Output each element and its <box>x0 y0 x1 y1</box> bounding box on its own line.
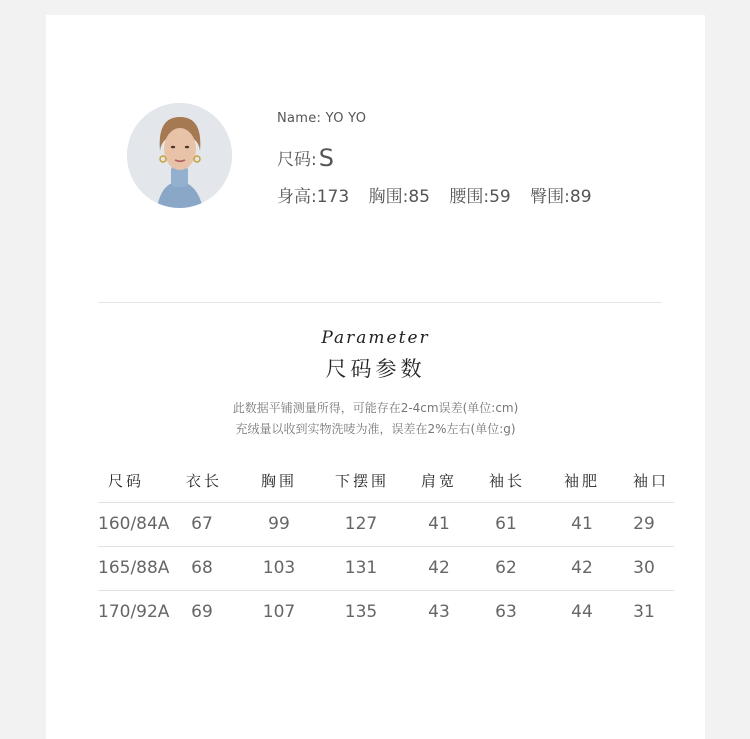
table-cell: 61 <box>495 514 517 534</box>
measurement-value: 89 <box>569 187 592 207</box>
table-cell: 103 <box>262 558 296 578</box>
measurement-value: 85 <box>408 187 430 207</box>
name-label: Name: <box>277 111 322 126</box>
model-name-line <box>277 111 592 126</box>
table-cell: 131 <box>344 558 378 578</box>
table-cell: 30 <box>633 558 655 578</box>
table-cell: 170/92A <box>98 602 170 622</box>
table-cell: 42 <box>428 558 450 578</box>
size-table <box>98 462 674 634</box>
measurement-value: 59 <box>489 187 511 207</box>
filling-note: 充绒量以收到实物洗唛为准，误差在2%左右(单位:g) <box>235 422 516 436</box>
product-card <box>46 15 705 739</box>
table-header-cell: 袖肥 <box>563 472 600 490</box>
table-cell: 41 <box>428 514 450 534</box>
model-info <box>277 111 592 207</box>
table-cell: 41 <box>571 514 593 534</box>
measurement-height <box>277 187 349 207</box>
measurement-waist <box>449 187 510 207</box>
model-portrait-image <box>127 103 232 208</box>
parameter-title-cn: 尺码参数 <box>325 357 426 381</box>
size-value: S <box>318 144 334 172</box>
measurement-label: 腰围: <box>449 187 490 207</box>
measurement-label: 臀围: <box>530 187 570 207</box>
table-header-cell: 下摆围 <box>334 472 389 490</box>
measurement-bust <box>369 187 430 207</box>
table-header-cell: 肩宽 <box>420 472 457 490</box>
table-cell: 43 <box>428 602 450 622</box>
name-value: YO YO <box>325 111 367 126</box>
section-divider <box>98 302 662 303</box>
model-avatar <box>127 103 232 208</box>
table-cell: 68 <box>191 558 213 578</box>
measurement-note: 此数据平铺测量所得，可能存在2-4cm误差(单位:cm) <box>232 401 519 415</box>
measurement-value: 173 <box>316 187 350 207</box>
table-row <box>98 547 674 591</box>
table-cell: 42 <box>571 558 593 578</box>
table-header-cell: 袖长 <box>488 472 525 490</box>
table-cell: 99 <box>268 514 290 534</box>
model-size-line <box>277 144 592 172</box>
table-cell: 160/84A <box>98 514 170 534</box>
table-header-cell: 衣长 <box>185 472 222 490</box>
size-label: 尺码: <box>277 150 317 170</box>
table-cell: 127 <box>344 514 378 534</box>
table-row <box>98 503 674 547</box>
table-cell: 31 <box>633 602 655 622</box>
table-cell: 62 <box>495 558 517 578</box>
table-header-cell: 尺码 <box>108 472 145 490</box>
table-header-cell: 袖口 <box>632 472 669 490</box>
measurement-label: 身高: <box>277 187 317 207</box>
table-header-cell: 胸围 <box>260 472 297 490</box>
table-cell: 165/88A <box>98 558 170 578</box>
model-measurements <box>277 182 592 207</box>
table-row <box>98 591 674 634</box>
table-cell: 44 <box>571 602 593 622</box>
table-cell: 135 <box>344 602 378 622</box>
measurement-hip <box>530 187 591 207</box>
table-cell: 63 <box>495 602 517 622</box>
table-header-row <box>98 462 674 503</box>
table-cell: 29 <box>633 514 655 534</box>
table-cell: 67 <box>191 514 213 534</box>
measurement-label: 胸围: <box>368 187 409 207</box>
table-cell: 107 <box>262 602 296 622</box>
table-cell: 69 <box>191 602 213 622</box>
parameter-title-en: Parameter <box>321 328 430 348</box>
